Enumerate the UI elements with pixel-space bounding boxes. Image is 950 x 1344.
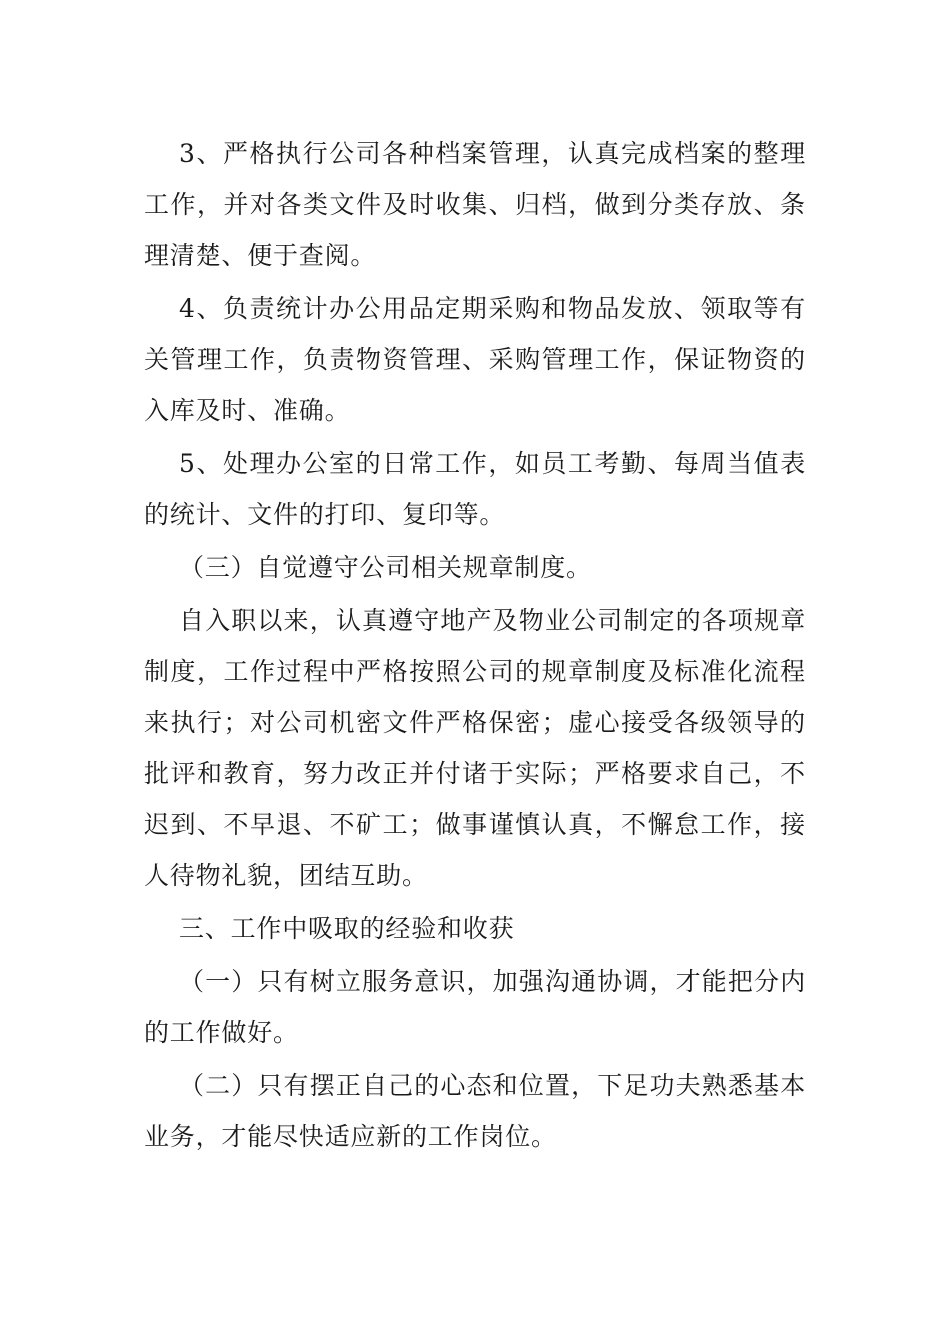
paragraph-compliance: 自入职以来，认真遵守地产及物业公司制定的各项规章制度，工作过程中严格按照公司的规章制度及标准化流程来执行；对公司机密文件严格保密；虚心接受各级领导的批评和教育，努力改正并付诸于实际；严格要求自己，不迟到、不早退、不矿工；做事谨慎认真，不懈怠工作，接人待物礼貌，团结互助。 (144, 606, 806, 890)
paragraph-mindset: （二）只有摆正自己的心态和位置，下足功夫熟悉基本业务，才能尽快适应新的工作岗位。 (144, 1071, 806, 1151)
section-heading-rules: （三）自觉遵守公司相关规章制度。 (179, 553, 592, 582)
paragraph-archive-management: 3、严格执行公司各种档案管理，认真完成档案的整理工作，并对各类文件及时收集、归档，做到分类存放、条理清楚、便于查阅。 (144, 139, 806, 270)
paragraph-daily-work: 5、处理办公室的日常工作，如员工考勤、每周当值表的统计、文件的打印、复印等。 (144, 449, 806, 529)
document-body (144, 128, 806, 1164)
section-heading-experience: 三、工作中吸取的经验和收获 (179, 914, 515, 943)
paragraph-office-supplies: 4、负责统计办公用品定期采购和物品发放、领取等有关管理工作，负责物资管理、采购管理工作，保证物资的入库及时、准确。 (144, 294, 806, 425)
paragraph-service-awareness: （一）只有树立服务意识，加强沟通协调，才能把分内的工作做好。 (144, 967, 806, 1047)
